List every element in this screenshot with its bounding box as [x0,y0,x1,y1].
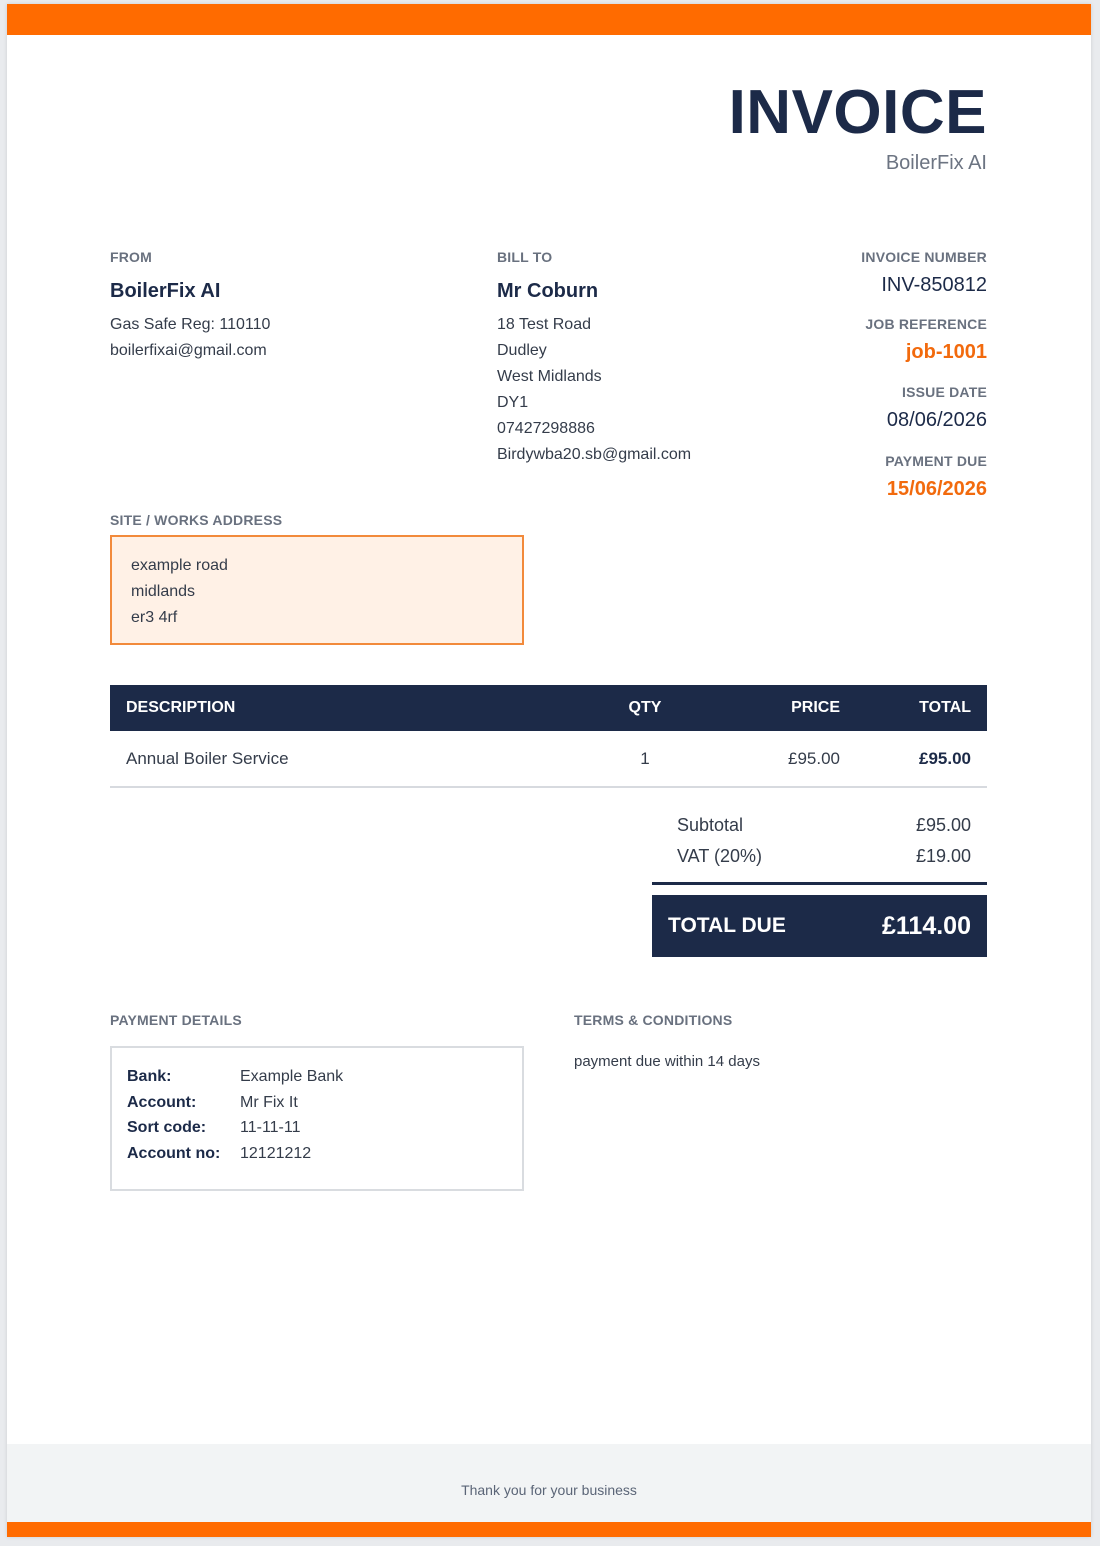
table-header [110,685,987,731]
header-total: TOTAL [919,699,971,716]
bill-to-line: 07427298886 [497,420,595,437]
issue-date: 08/06/2026 [886,409,987,431]
bill-to-line: Birdywba20.sb@gmail.com [497,446,692,463]
job-reference-label: JOB REFERENCE [865,316,987,332]
footer [7,1444,1091,1522]
terms-text: payment due within 14 days [574,1053,760,1070]
from-line: boilerfixai@gmail.com [110,342,267,359]
payment-key: Sort code: [127,1119,207,1136]
issue-date-group [687,384,987,432]
subtotal-value: £95.00 [915,815,971,835]
payment-value: Example Bank [240,1068,344,1085]
row-qty: 1 [640,748,650,768]
row-total: £95.00 [919,748,971,768]
vat-value: £19.00 [915,846,971,866]
invoice-meta [687,249,987,501]
payment-value: Mr Fix It [240,1093,298,1111]
invoice-number: INV-850812 [881,274,987,296]
invoice-number-label: INVOICE NUMBER [861,249,987,265]
payment-key: Account no: [127,1144,221,1162]
invoice-company: BoilerFix AI [885,152,987,174]
job-reference: job-1001 [905,341,987,363]
total-due-box [652,895,987,957]
from-details [110,312,270,364]
vat-row [652,841,987,872]
header-qty: QTY [628,699,662,716]
total-due-value: £114.00 [882,911,971,940]
line-items-table [110,685,987,788]
payment-value: 11-11-11 [240,1119,301,1136]
row-description: Annual Boiler Service [126,748,289,768]
vat-label: VAT (20%) [677,846,763,866]
bill-to-line: DY1 [497,394,529,411]
subtotal-row [652,810,987,841]
footer-text: Thank you for your business [461,1482,637,1498]
from-section [110,249,270,364]
payment-due-label: PAYMENT DUE [885,453,987,469]
payment-key: Bank: [127,1068,172,1085]
payment-row [127,1141,522,1167]
payment-row [127,1064,522,1090]
bill-to-section [497,249,691,468]
header-price: PRICE [791,699,840,716]
from-label: FROM [110,249,153,265]
invoice-title: INVOICE [728,78,987,147]
header-description: DESCRIPTION [126,699,236,716]
payment-details-label: PAYMENT DETAILS [110,1012,242,1028]
site-address-line: er3 4rf [131,609,178,626]
terms-label: TERMS & CONDITIONS [574,1012,733,1028]
total-due-label: TOTAL DUE [668,914,786,937]
table-row [110,731,987,788]
issue-date-label: ISSUE DATE [902,384,987,400]
site-address-line: example road [131,557,228,574]
bill-to-line: West Midlands [497,368,602,385]
top-accent-bar [7,4,1091,35]
job-reference-group [687,316,987,364]
bill-to-line: Dudley [497,342,547,359]
site-address-box [110,535,524,645]
from-name: BoilerFix AI [110,280,221,302]
totals-divider [652,882,987,885]
payment-value: 12121212 [240,1144,312,1162]
payment-details-box [110,1046,524,1191]
invoice-page [7,4,1091,1537]
bill-to-line: 18 Test Road [497,316,591,333]
payment-due-group [687,453,987,501]
bill-to-details [497,312,691,468]
invoice-number-group [687,249,987,297]
site-address-line: midlands [131,583,196,600]
row-price: £95.00 [788,748,840,768]
from-line: Gas Safe Reg: 110110 [110,316,271,333]
bill-to-label: BILL TO [497,249,553,265]
bill-to-name: Mr Coburn [497,280,599,302]
totals-section [652,810,987,957]
subtotal-label: Subtotal [677,815,744,835]
payment-due: 15/06/2026 [886,478,987,500]
payment-row [127,1115,522,1141]
bottom-accent-bar [7,1522,1091,1537]
payment-key: Account: [127,1093,197,1111]
payment-row [127,1090,522,1116]
site-address-label: SITE / WORKS ADDRESS [110,512,283,528]
